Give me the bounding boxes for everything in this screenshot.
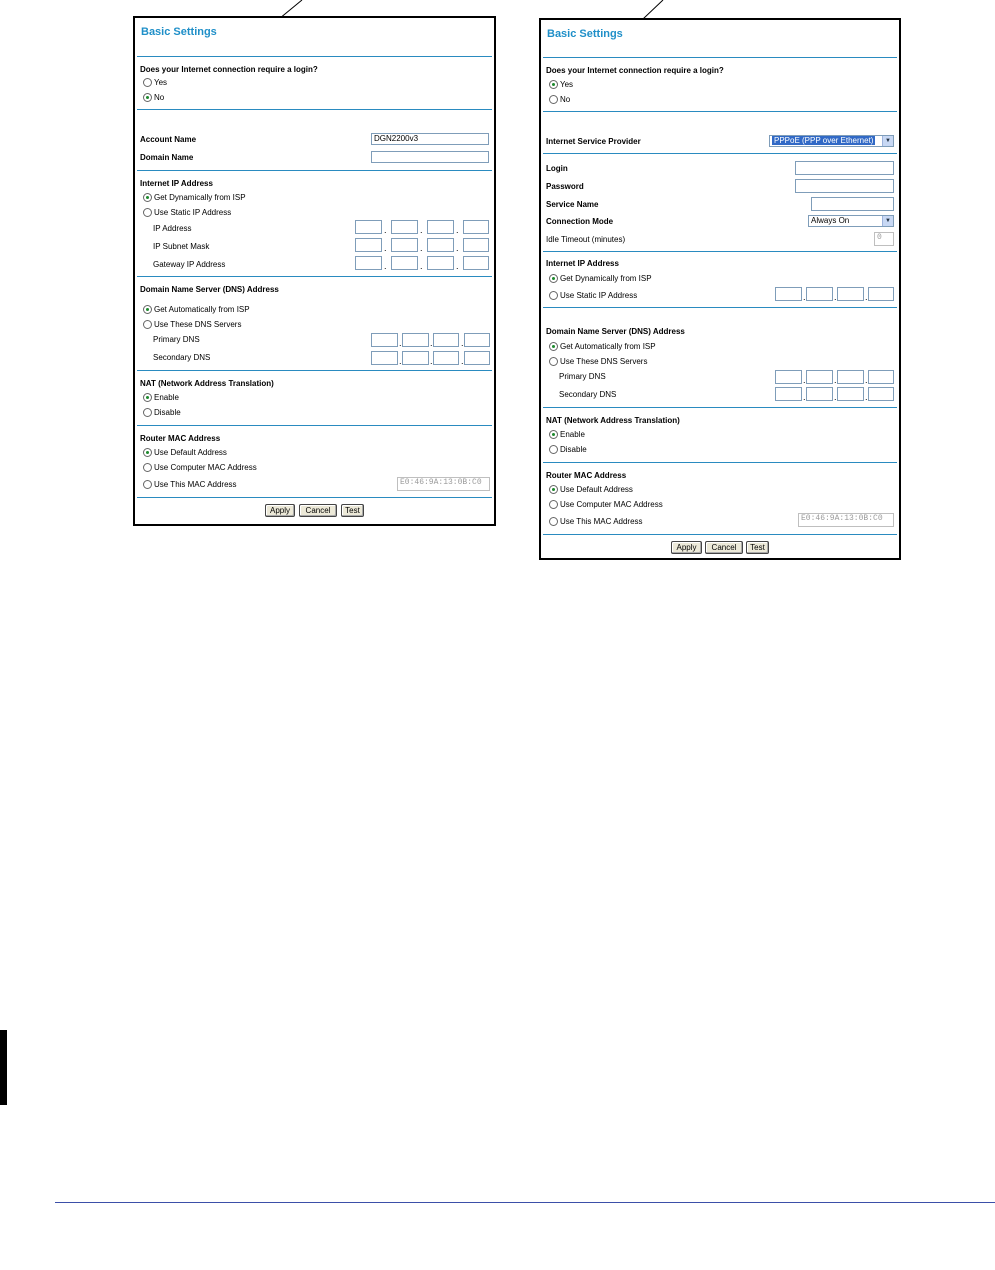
divider — [543, 111, 897, 112]
internet-ip-heading: Internet IP Address — [140, 179, 213, 188]
primary-dns-label: Primary DNS — [559, 372, 606, 381]
nat-disable-label: Disable — [560, 445, 587, 454]
login-input[interactable] — [795, 161, 894, 175]
mac-this-label: Use This MAC Address — [154, 480, 237, 489]
page-footer-rule — [55, 1202, 995, 1203]
ip-subnet-label: IP Subnet Mask — [153, 242, 210, 251]
divider — [543, 462, 897, 463]
mac-address-input[interactable]: E0:46:9A:13:0B:C0 — [397, 477, 490, 491]
divider — [543, 251, 897, 252]
chevron-down-icon: ▼ — [882, 216, 893, 226]
static-ip-octet-2[interactable] — [806, 287, 833, 301]
cancel-button[interactable]: Cancel — [705, 541, 743, 554]
divider — [543, 307, 897, 308]
secondary-dns-octet-2[interactable] — [402, 351, 429, 365]
ip-address-octet-4[interactable] — [463, 220, 489, 234]
mac-heading: Router MAC Address — [140, 434, 221, 443]
secondary-dns-octet-1[interactable] — [371, 351, 398, 365]
ip-address-octet-3[interactable] — [427, 220, 454, 234]
apply-button[interactable]: Apply — [671, 541, 702, 554]
octet-dot: . — [399, 356, 402, 366]
login-no-radio[interactable] — [143, 93, 152, 102]
octet-dot: . — [420, 243, 423, 253]
mac-default-label: Use Default Address — [154, 448, 227, 457]
dns-heading: Domain Name Server (DNS) Address — [546, 327, 685, 336]
connection-mode-select[interactable] — [808, 215, 894, 227]
octet-dot: . — [456, 261, 459, 271]
login-question: Does your Internet connection require a login? — [546, 66, 724, 75]
primary-dns-octet-4[interactable] — [868, 370, 894, 384]
service-name-label: Service Name — [546, 200, 599, 209]
nat-disable-radio[interactable] — [549, 445, 558, 454]
divider — [543, 57, 897, 58]
isp-select-value: PPPoE (PPP over Ethernet) — [774, 136, 874, 145]
login-no-label: No — [560, 95, 571, 104]
isp-label: Internet Service Provider — [546, 137, 641, 146]
octet-dot: . — [384, 261, 387, 271]
ip-static-label: Use Static IP Address — [560, 291, 638, 300]
primary-dns-octet-3[interactable] — [837, 370, 864, 384]
divider — [543, 153, 897, 154]
primary-dns-octet-2[interactable] — [402, 333, 429, 347]
cancel-button[interactable]: Cancel — [299, 504, 337, 517]
basic-settings-panel-pppoe — [539, 18, 901, 560]
nat-enable-radio[interactable] — [143, 393, 152, 402]
subnet-octet-2[interactable] — [391, 238, 418, 252]
ip-dynamic-radio[interactable] — [549, 274, 558, 283]
divider — [137, 425, 492, 426]
mac-computer-radio[interactable] — [549, 500, 558, 509]
login-yes-label: Yes — [560, 80, 574, 89]
nat-heading: NAT (Network Address Translation) — [140, 379, 274, 388]
page-title: Basic Settings — [141, 26, 217, 38]
login-yes-radio[interactable] — [549, 80, 558, 89]
octet-dot: . — [865, 375, 868, 385]
subnet-octet-3[interactable] — [427, 238, 454, 252]
mac-computer-radio[interactable] — [143, 463, 152, 472]
internet-ip-heading: Internet IP Address — [546, 259, 619, 268]
basic-settings-panel-no-login — [133, 16, 496, 526]
secondary-dns-octet-1[interactable] — [775, 387, 802, 401]
dns-auto-label: Get Automatically from ISP — [154, 305, 250, 314]
secondary-dns-octet-2[interactable] — [806, 387, 833, 401]
login-no-radio[interactable] — [549, 95, 558, 104]
ip-dynamic-radio[interactable] — [143, 193, 152, 202]
secondary-dns-label: Secondary DNS — [153, 353, 211, 362]
page-edge-marker — [0, 1030, 7, 1105]
ip-address-octet-1[interactable] — [355, 220, 382, 234]
account-name-label: Account Name — [140, 135, 197, 144]
primary-dns-octet-3[interactable] — [433, 333, 459, 347]
primary-dns-octet-4[interactable] — [464, 333, 490, 347]
password-input[interactable] — [795, 179, 894, 193]
octet-dot: . — [803, 292, 806, 302]
divider — [543, 407, 897, 408]
page-title: Basic Settings — [547, 28, 623, 40]
account-name-input[interactable]: DGN2200v3 — [371, 133, 489, 145]
primary-dns-octet-1[interactable] — [371, 333, 398, 347]
ip-dynamic-label: Get Dynamically from ISP — [560, 274, 652, 283]
divider — [137, 497, 492, 498]
secondary-dns-octet-3[interactable] — [837, 387, 864, 401]
domain-name-input[interactable] — [371, 151, 489, 163]
mac-this-radio[interactable] — [143, 480, 152, 489]
mac-address-input[interactable]: E0:46:9A:13:0B:C0 — [798, 513, 894, 527]
mac-this-label: Use This MAC Address — [560, 517, 643, 526]
nat-enable-radio[interactable] — [549, 430, 558, 439]
ip-static-radio[interactable] — [143, 208, 152, 217]
nat-disable-label: Disable — [154, 408, 181, 417]
subnet-octet-4[interactable] — [463, 238, 489, 252]
secondary-dns-label: Secondary DNS — [559, 390, 617, 399]
login-label: Login — [546, 164, 568, 173]
octet-dot: . — [834, 392, 837, 402]
octet-dot: . — [420, 261, 423, 271]
isp-select[interactable] — [769, 135, 894, 147]
primary-dns-octet-1[interactable] — [775, 370, 802, 384]
static-ip-octet-1[interactable] — [775, 287, 802, 301]
octet-dot: . — [834, 292, 837, 302]
octet-dot: . — [384, 225, 387, 235]
octet-dot: . — [430, 356, 433, 366]
idle-timeout-label: Idle Timeout (minutes) — [546, 235, 626, 244]
mac-default-radio[interactable] — [549, 485, 558, 494]
octet-dot: . — [430, 338, 433, 348]
connection-mode-label: Connection Mode — [546, 217, 614, 226]
dns-manual-radio[interactable] — [143, 320, 152, 329]
secondary-dns-octet-4[interactable] — [464, 351, 490, 365]
primary-dns-label: Primary DNS — [153, 335, 200, 344]
login-yes-radio[interactable] — [143, 78, 152, 87]
octet-dot: . — [456, 243, 459, 253]
dns-auto-radio[interactable] — [143, 305, 152, 314]
divider — [137, 370, 492, 371]
octet-dot: . — [461, 356, 464, 366]
login-yes-label: Yes — [154, 78, 168, 87]
mac-computer-label: Use Computer MAC Address — [560, 500, 663, 509]
connection-mode-value: Always On — [811, 216, 850, 225]
idle-timeout-input[interactable]: 0 — [874, 232, 894, 246]
service-name-input[interactable] — [811, 197, 894, 211]
ip-dynamic-label: Get Dynamically from ISP — [154, 193, 246, 202]
domain-name-label: Domain Name — [140, 153, 194, 162]
mac-default-label: Use Default Address — [560, 485, 633, 494]
static-ip-octet-3[interactable] — [837, 287, 864, 301]
divider — [137, 56, 492, 57]
test-button[interactable]: Test — [341, 504, 364, 517]
gateway-label: Gateway IP Address — [153, 260, 226, 269]
dns-auto-label: Get Automatically from ISP — [560, 342, 656, 351]
static-ip-octet-4[interactable] — [868, 287, 894, 301]
primary-dns-octet-2[interactable] — [806, 370, 833, 384]
nat-heading: NAT (Network Address Translation) — [546, 416, 680, 425]
nat-enable-label: Enable — [560, 430, 585, 439]
ip-address-octet-2[interactable] — [391, 220, 418, 234]
octet-dot: . — [456, 225, 459, 235]
login-no-label: No — [154, 93, 165, 102]
dns-manual-label: Use These DNS Servers — [154, 320, 242, 329]
dns-auto-radio[interactable] — [549, 342, 558, 351]
dns-manual-radio[interactable] — [549, 357, 558, 366]
login-question: Does your Internet connection require a login? — [140, 65, 318, 74]
subnet-octet-1[interactable] — [355, 238, 382, 252]
gateway-octet-1[interactable] — [355, 256, 382, 270]
octet-dot: . — [834, 375, 837, 385]
chevron-down-icon: ▼ — [882, 136, 893, 146]
gateway-octet-3[interactable] — [427, 256, 454, 270]
gateway-octet-2[interactable] — [391, 256, 418, 270]
apply-button[interactable]: Apply — [265, 504, 295, 517]
ip-static-label: Use Static IP Address — [154, 208, 232, 217]
mac-default-radio[interactable] — [143, 448, 152, 457]
mac-heading: Router MAC Address — [546, 471, 627, 480]
password-label: Password — [546, 182, 584, 191]
mac-computer-label: Use Computer MAC Address — [154, 463, 257, 472]
octet-dot: . — [399, 338, 402, 348]
gateway-octet-4[interactable] — [463, 256, 489, 270]
octet-dot: . — [461, 338, 464, 348]
dns-heading: Domain Name Server (DNS) Address — [140, 285, 279, 294]
ip-address-label: IP Address — [153, 224, 192, 233]
ip-static-radio[interactable] — [549, 291, 558, 300]
octet-dot: . — [865, 292, 868, 302]
nat-enable-label: Enable — [154, 393, 179, 402]
secondary-dns-octet-4[interactable] — [868, 387, 894, 401]
octet-dot: . — [865, 392, 868, 402]
test-button[interactable]: Test — [746, 541, 769, 554]
octet-dot: . — [803, 375, 806, 385]
octet-dot: . — [803, 392, 806, 402]
nat-disable-radio[interactable] — [143, 408, 152, 417]
secondary-dns-octet-3[interactable] — [433, 351, 459, 365]
dns-manual-label: Use These DNS Servers — [560, 357, 648, 366]
octet-dot: . — [384, 243, 387, 253]
divider — [137, 276, 492, 277]
divider — [137, 109, 492, 110]
divider — [543, 534, 897, 535]
mac-this-radio[interactable] — [549, 517, 558, 526]
octet-dot: . — [420, 225, 423, 235]
divider — [137, 170, 492, 171]
